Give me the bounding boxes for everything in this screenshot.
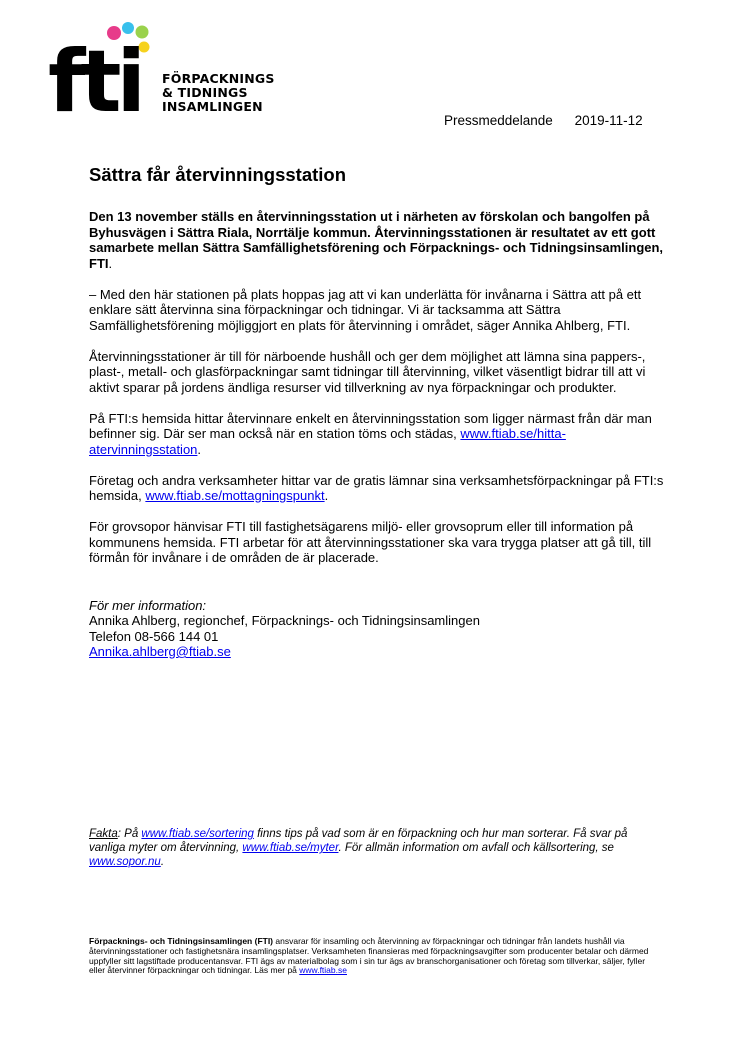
paragraph-4 <box>89 473 669 504</box>
paragraph-2: Återvinningsstationer är till för närboende hushåll och ger dem möjlighet att lämna sina pappers-, plast-, metall- och glasförpackningar samt tidningar till återvinning, vilket väsentligt bidrar till att vi aktivt sparar på jordens ändliga resurser vid tillverkning av nya förpackningar och produkter. <box>89 348 646 395</box>
sortering-link[interactable]: www.ftiab.se/sortering <box>141 828 254 840</box>
press-date: 2019-11-12 <box>574 113 643 128</box>
paragraph-1: – Med den här stationen på plats hoppas jag att vi kan underlätta för invånarna i Sättra att på ett enklare sätt återvinna sina förpackningar och tidningar. Vi är tacksamma att Sättra Samfällighetsförening möjliggjort en plats för återvinning i området, säger Annika Ahlberg, FTI. <box>89 286 642 333</box>
paragraph-5: För grovsopor hänvisar FTI till fastighetsägarens miljö- eller grovsoprum eller till information på kommunens hemsida. FTI arbetar för att återvinningsstationer ska vara trygga platser att gå till, till förmån för invånare i de områden de är placerade. <box>89 519 652 565</box>
fti-logo-mark <box>48 22 163 122</box>
logo-line-2: & TIDNINGS <box>162 85 248 100</box>
footer-text: ansvarar för insamling och återvinning av förpackningar och tidningar från landets hushåll via återvinningsstationer och fastighetsnära insamlingsplatser. Verksamheten finansieras med förpackningsavgifter som producenter betalar och därmed uppfyller sitt lagstiftade producentansvar. FTI ägs av materialbolag som i sin tur ägs av branschorganisationer och företag som tillverkar, säljer, fyller eller återvinner förpackningar och tidningar. Läs mer på <box>89 936 649 976</box>
logo-wordmark <box>162 72 275 114</box>
paragraph-4-text: Företag och andra verksamheter hittar var de gratis lämnar sina verksamhetsförpackningar på FTI:s hemsida, <box>89 472 664 503</box>
press-label: Pressmeddelande <box>444 113 553 128</box>
fakta-text-2: finns tips på vad som är en förpackning och hur man sorterar. Få svar på vanliga myter om återvinning, <box>89 828 628 854</box>
contact-block <box>89 598 669 660</box>
fakta-text-3: . För allmän information om avfall och källsortering, se <box>338 842 614 854</box>
contact-heading: För mer information: <box>89 597 207 613</box>
logo-letters: fti <box>48 32 142 122</box>
hitta-atervinningsstation-link[interactable]: www.ftiab.se/hitta-atervinningsstation <box>89 426 566 457</box>
paragraph-3-end: . <box>197 441 202 457</box>
article-body <box>89 209 669 660</box>
contact-name: Annika Ahlberg, regionchef, Förpacknings- och Tidningsinsamlingen <box>89 613 480 628</box>
logo-line-1: FÖRPACKNINGS <box>162 71 275 86</box>
lead-end: . <box>108 255 113 271</box>
contact-email-link[interactable]: Annika.ahlberg@ftiab.se <box>89 644 231 659</box>
footer-ftiab-link[interactable]: www.ftiab.se <box>299 965 347 976</box>
page-title: Sättra får återvinningsstation <box>89 164 347 185</box>
myter-link[interactable]: www.ftiab.se/myter <box>242 842 339 854</box>
lead-paragraph <box>89 209 669 271</box>
footer-about <box>89 937 657 976</box>
press-header <box>444 113 643 128</box>
lead-bold-text: Den 13 november ställs en återvinningsstation ut i närheten av förskolan och bangolfen på Byhusvägen i Sättra Riala, Norrtälje kommun. Återvinningsstationen är resultatet av ett gott samarbete mellan Sättra Samfällighetsförening och Förpacknings- och Tidningsinsamlingen, FTI <box>89 209 664 271</box>
fakta-text-4: . <box>160 856 165 868</box>
footer-bold: Förpacknings- och Tidningsinsamlingen (FTI) <box>89 936 274 946</box>
paragraph-3 <box>89 411 669 458</box>
fakta-label: Fakta <box>89 828 118 840</box>
fakta-text-1: : På <box>117 828 142 840</box>
paragraph-3-text: På FTI:s hemsida hittar återvinnare enkelt en återvinningsstation som ligger närmast från där man befinner sig. Där ser man också när en station töms och städas, <box>89 410 652 441</box>
contact-phone: Telefon 08-566 144 01 <box>89 628 219 644</box>
mottagningspunkt-link[interactable]: www.ftiab.se/mottagningspunkt <box>145 488 325 503</box>
paragraph-4-end: . <box>324 488 329 503</box>
logo-line-3: INSAMLINGEN <box>162 99 263 114</box>
sopor-link[interactable]: www.sopor.nu <box>89 856 161 868</box>
fakta-box <box>89 827 659 869</box>
